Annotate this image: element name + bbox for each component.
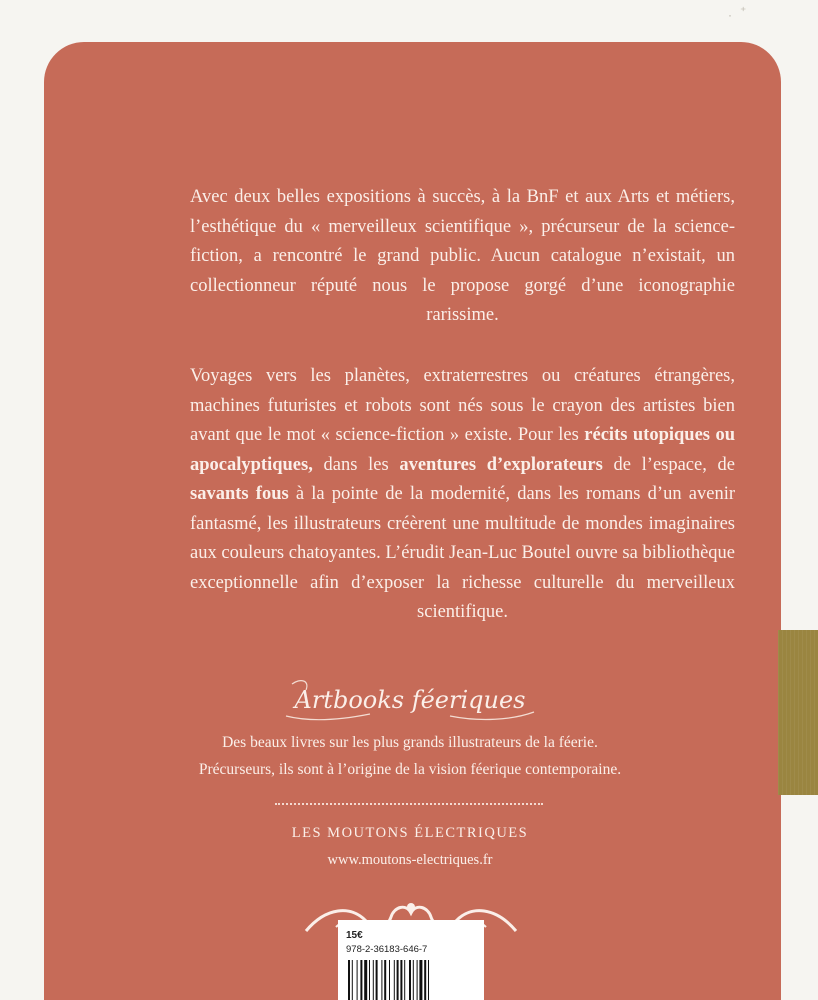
barcode-bar	[404, 960, 405, 1000]
highlight-recits: récits utopiques ou apocalyptiques,	[190, 425, 735, 475]
blurb-paragraph-2	[190, 362, 735, 628]
corner-mark: ⁺	[740, 4, 747, 18]
price: 15€	[346, 930, 363, 941]
barcode-bar	[417, 960, 418, 1000]
barcode-bar	[373, 960, 374, 1000]
barcode-bar	[369, 960, 370, 1000]
barcode-bar	[413, 960, 414, 1000]
barcode-label	[338, 920, 484, 1000]
highlight-savants: savants fous	[190, 484, 289, 504]
barcode-bar	[409, 960, 411, 1000]
barcode-bar	[376, 960, 378, 1000]
barcode-bar	[389, 960, 390, 1000]
series-description-line-1: Des beaux livres sur les plus grands illustrateurs de la féerie.	[222, 734, 598, 751]
barcode-bar	[400, 960, 402, 1000]
barcode-bar	[419, 960, 422, 1000]
barcode-bar	[424, 960, 426, 1000]
barcode-bar	[384, 960, 386, 1000]
barcode-bar	[364, 960, 367, 1000]
barcode-bar	[357, 960, 358, 1000]
barcode-bar	[394, 960, 395, 1000]
barcode-bar	[381, 960, 382, 1000]
highlight-aventures: aventures d’explorateurs	[399, 454, 603, 475]
series-logo	[280, 676, 540, 728]
blurb-text-2: Voyages vers les planètes, extraterrestres ou créatures étrangères, machines futuristes et robots sont nés sous le crayon des artistes bien avant que le mot « science-fiction » existe. Pour les récits utopiques ou apocalyptiques, dans les aventures d’explorateurs de l’espace, de savants fous à la pointe de la modernité, dans les romans d’un avenir fantasmé, les illustrateurs créèrent une multitude de mondes imaginaires aux couleurs chatoyantes. L’érudit Jean-Luc Boutel ouvre sa bibliothèque exceptionnelle afin d’exposer la richesse culturelle du merveilleux scientifique.	[190, 366, 735, 622]
barcode-bar	[352, 960, 353, 1000]
blurb-text-1: Avec deux belles expositions à succès, à la BnF et aux Arts et métiers, l’esthétique du « merveilleux scientifique », précurseur de la science-fiction, a rencontré le grand public. Aucun catalogue n’existait, un collectionneur réputé nous le propose gorgé d’une iconographie rarissime.	[190, 187, 735, 325]
barcode-bar	[348, 960, 350, 1000]
spine-strip	[778, 630, 818, 795]
barcode-bars	[346, 960, 476, 1000]
barcode-bar	[397, 960, 399, 1000]
blurb-paragraph-1	[190, 183, 735, 331]
publisher-name: LES MOUTONS ÉLECTRIQUES	[291, 825, 529, 841]
series-description-line-2: Précurseurs, ils sont à l’origine de la vision féerique contemporaine.	[198, 761, 622, 778]
series-logo-text: Artbooks féeriques	[294, 686, 526, 714]
isbn: 978-2-36183-646-7	[346, 944, 428, 955]
publisher-url: www.moutons-electriques.fr	[327, 852, 493, 868]
corner-mark: ·	[728, 8, 732, 22]
barcode-bar	[428, 960, 429, 1000]
dotted-divider	[275, 803, 543, 805]
barcode-bar	[360, 960, 362, 1000]
